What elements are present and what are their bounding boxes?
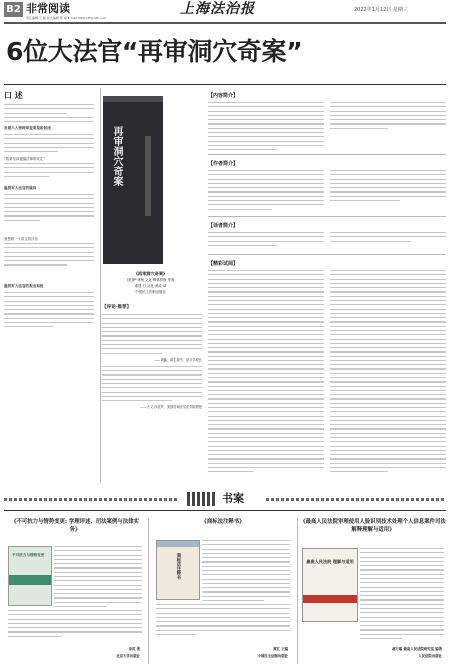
- book-caption: [98, 270, 203, 295]
- sidebar-text-block: [4, 243, 94, 269]
- review-author: 李英 著: [128, 647, 140, 651]
- section-text: [330, 102, 446, 132]
- review-publisher: 北京大学出版社: [116, 654, 140, 658]
- main-column: [208, 92, 446, 484]
- sidebar-quote: 我想做一个真正的法官: [4, 237, 38, 241]
- section-divider: [208, 154, 446, 155]
- section-title: 非常阅读: [26, 2, 70, 15]
- review-signature: ——黄鑫、鸿生源书、复旦学校长: [154, 357, 202, 362]
- sidebar-label: 口 述: [4, 90, 23, 100]
- review-publisher: 中国民主法制出版社: [257, 654, 288, 658]
- book-caption-translator: 重建 石 文化·黄成 译: [134, 284, 167, 288]
- page-header: [0, 0, 450, 22]
- issue-date: 2022年1月12日 星期三: [354, 7, 408, 13]
- review-signature: ——大义·沙皮罗，美国咨询法学法学院教授: [140, 405, 202, 410]
- section-text: [330, 232, 446, 245]
- masthead: 上海法治报: [180, 1, 255, 17]
- review-book-cover-title: 最高人民法院 理解与适用: [306, 559, 354, 564]
- book-review-card: [300, 518, 446, 664]
- sidebar-text-block: [4, 163, 94, 180]
- section-heading: 【内容简介】: [208, 93, 239, 99]
- sidebar-quote: “我要坚持遵循法律的规定”: [4, 157, 45, 161]
- book-cover-title: 再审洞穴奇案: [111, 126, 122, 186]
- section-heading: 【作者简介】: [208, 161, 239, 167]
- review-block: [102, 303, 202, 483]
- sidebar-paragraph-title: 温铁军大法官的疑问: [4, 186, 37, 190]
- review-text: [202, 540, 290, 604]
- banner-stripes-left: [4, 498, 179, 501]
- headline-rule: [4, 84, 446, 85]
- review-text: [102, 314, 202, 354]
- book-cover: [103, 96, 163, 264]
- review-title: 《最高人民法院审理使用人脸识别技术处理个人信息案件司法解释理解与适用》: [300, 519, 446, 533]
- review-book-cover-title: 商标法注释书: [176, 553, 181, 580]
- review-book-cover-band: [157, 541, 199, 547]
- book-review-card: [152, 518, 294, 664]
- review-title: 《商标法注释书》: [201, 519, 245, 525]
- section-divider: [208, 216, 446, 217]
- section-text: [208, 170, 324, 213]
- book-cover-ribbon: [103, 96, 163, 102]
- review-publisher: 人民法院出版社: [418, 654, 442, 658]
- review-text: [102, 366, 202, 401]
- review-text: [8, 610, 142, 640]
- banner-box-icon: [187, 492, 217, 506]
- sidebar-text-block: [4, 134, 94, 155]
- section-text: [208, 270, 324, 476]
- section-heading: 【精彩试阅】: [208, 261, 239, 267]
- review-heading: 【评论·推荐】: [102, 305, 132, 310]
- sidebar: [4, 88, 97, 483]
- section-heading: 【译者简介】: [208, 223, 239, 229]
- page-code-badge: B2: [4, 2, 23, 17]
- column-banner: [4, 488, 446, 512]
- book-cover-subtitle: [145, 136, 151, 216]
- review-book-cover: [8, 546, 52, 606]
- book-caption-authors: [美]萨·菲格 文化·博林菲斯 等著: [126, 278, 175, 282]
- sidebar-text-block: [4, 292, 94, 331]
- review-divider: [148, 518, 149, 664]
- review-book-cover-title: 不可抗力与情势变更: [12, 553, 45, 557]
- review-title: 《不可抗力与情势变更: 学理评述、司法案例与法律实务》: [11, 519, 139, 533]
- editor-line: 责任编辑 王 睦 版式编辑 郭 睿 E-mail:fzbfcydf@126.com: [26, 16, 107, 20]
- banner-label: 书案: [222, 492, 244, 505]
- review-author: 郝万聪 最高人民法院研究室 编著: [392, 647, 442, 651]
- banner-stripes-right: [266, 498, 446, 501]
- book-caption-title: 《再审洞穴奇案》: [133, 271, 168, 276]
- review-text: [156, 604, 290, 638]
- section-divider: [208, 254, 446, 255]
- review-divider: [297, 518, 298, 664]
- review-book-cover: [156, 540, 200, 600]
- sidebar-paragraph-title: 温铁军大法官的观点和批: [4, 284, 44, 288]
- sidebar-text-block: [4, 104, 94, 125]
- review-book-cover-band: [303, 595, 357, 603]
- book-caption-publisher: 中国民主法制出版社: [135, 290, 166, 294]
- review-text: [54, 546, 142, 610]
- sidebar-text-block: [4, 194, 94, 224]
- review-book-cover: [302, 548, 358, 622]
- headline: 6位大法官“再审洞穴奇案”: [6, 37, 303, 66]
- header-rule: [4, 22, 446, 24]
- sidebar-paragraph-title: 发着六人律师审查案是如何找: [4, 126, 51, 130]
- book-review-card: [4, 518, 146, 664]
- section-text: [330, 270, 446, 476]
- review-book-cover-band: [9, 575, 51, 585]
- review-text: [360, 548, 444, 642]
- review-author: 黄汇 主编: [273, 647, 288, 651]
- section-text: [208, 232, 324, 249]
- section-text: [208, 102, 324, 153]
- banner-rule: [4, 510, 446, 511]
- section-text: [330, 170, 446, 204]
